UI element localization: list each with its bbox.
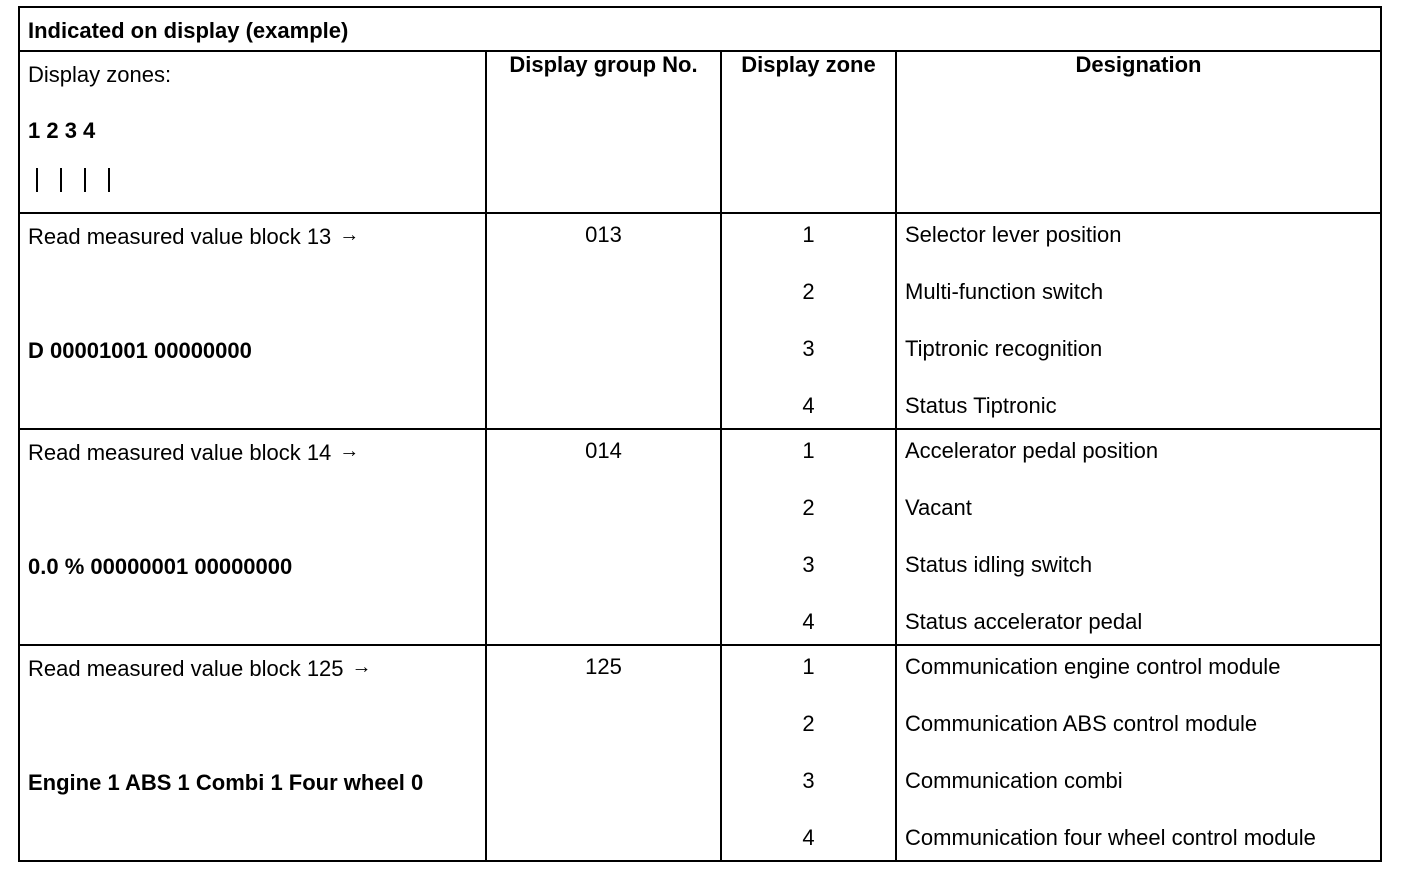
zone-cell: [721, 429, 896, 645]
zone-number: 1: [802, 654, 815, 679]
designation-text: Status Tiptronic: [905, 393, 1057, 418]
table-row: [19, 645, 1381, 861]
zone-number: 4: [802, 393, 815, 418]
designation-text: Accelerator pedal position: [905, 438, 1159, 463]
group-no: 125: [585, 654, 622, 679]
arrow-right-icon: →: [339, 224, 360, 246]
table-header-row: [19, 51, 1381, 213]
zone-cell: [721, 213, 896, 429]
zone-number: 2: [802, 711, 815, 736]
table-title: Indicated on display (example): [19, 7, 1381, 51]
block-read-cell: [19, 213, 486, 429]
zone-number: 1: [802, 222, 815, 247]
designation-cell: [896, 213, 1381, 429]
group-no: 014: [585, 438, 622, 463]
designation-cell: [896, 429, 1381, 645]
zone-bar-4: [108, 168, 110, 192]
zone-number: 1: [802, 438, 815, 463]
zone-bar-3: [84, 168, 86, 192]
display-value: 0.0 % 00000001 00000000: [28, 554, 293, 579]
designation-text: Communication four wheel control module: [905, 825, 1316, 850]
zone-bar-1: [36, 168, 38, 192]
table-row: [19, 429, 1381, 645]
read-block-label: Read measured value block 14: [28, 440, 332, 465]
zone-pointer-bars: [36, 168, 132, 198]
designation-text: Status idling switch: [905, 552, 1093, 577]
arrow-right-icon: →: [351, 656, 372, 678]
zone-number: 2: [802, 279, 815, 304]
display-zones-label: Display zones:: [28, 62, 172, 87]
designation-text: Status accelerator pedal: [905, 609, 1143, 634]
zone-number: 3: [802, 336, 815, 361]
group-no-cell: [486, 429, 721, 645]
group-no-cell: [486, 213, 721, 429]
designation-text: Multi-function switch: [905, 279, 1104, 304]
block-read-cell: [19, 429, 486, 645]
designation-text: Communication engine control module: [905, 654, 1281, 679]
header-display-group-no: Display group No.: [486, 51, 721, 213]
zone-cell: [721, 645, 896, 861]
read-block-label: Read measured value block 125: [28, 656, 344, 681]
designation-text: Communication ABS control module: [905, 711, 1258, 736]
designation-cell: [896, 645, 1381, 861]
zone-number: 2: [802, 495, 815, 520]
designation-text: Tiptronic recognition: [905, 336, 1103, 361]
designation-text: Selector lever position: [905, 222, 1122, 247]
arrow-right-icon: →: [339, 440, 360, 462]
header-display-zone: Display zone: [721, 51, 896, 213]
measured-value-table: [18, 6, 1382, 862]
designation-text: Communication combi: [905, 768, 1123, 793]
header-display-zones-cell: [19, 51, 486, 213]
display-value: Engine 1 ABS 1 Combi 1 Four wheel 0: [28, 770, 424, 795]
zone-number: 4: [802, 609, 815, 634]
zone-digits: 1 2 3 4: [28, 118, 96, 143]
zone-bar-2: [60, 168, 62, 192]
header-designation: Designation: [896, 51, 1381, 213]
read-block-label: Read measured value block 13: [28, 224, 332, 249]
zone-number: 4: [802, 825, 815, 850]
group-no: 013: [585, 222, 622, 247]
table-row: [19, 213, 1381, 429]
block-read-cell: [19, 645, 486, 861]
zone-number: 3: [802, 768, 815, 793]
group-no-cell: [486, 645, 721, 861]
zone-number: 3: [802, 552, 815, 577]
designation-text: Vacant: [905, 495, 972, 520]
display-value: D 00001001 00000000: [28, 338, 252, 363]
